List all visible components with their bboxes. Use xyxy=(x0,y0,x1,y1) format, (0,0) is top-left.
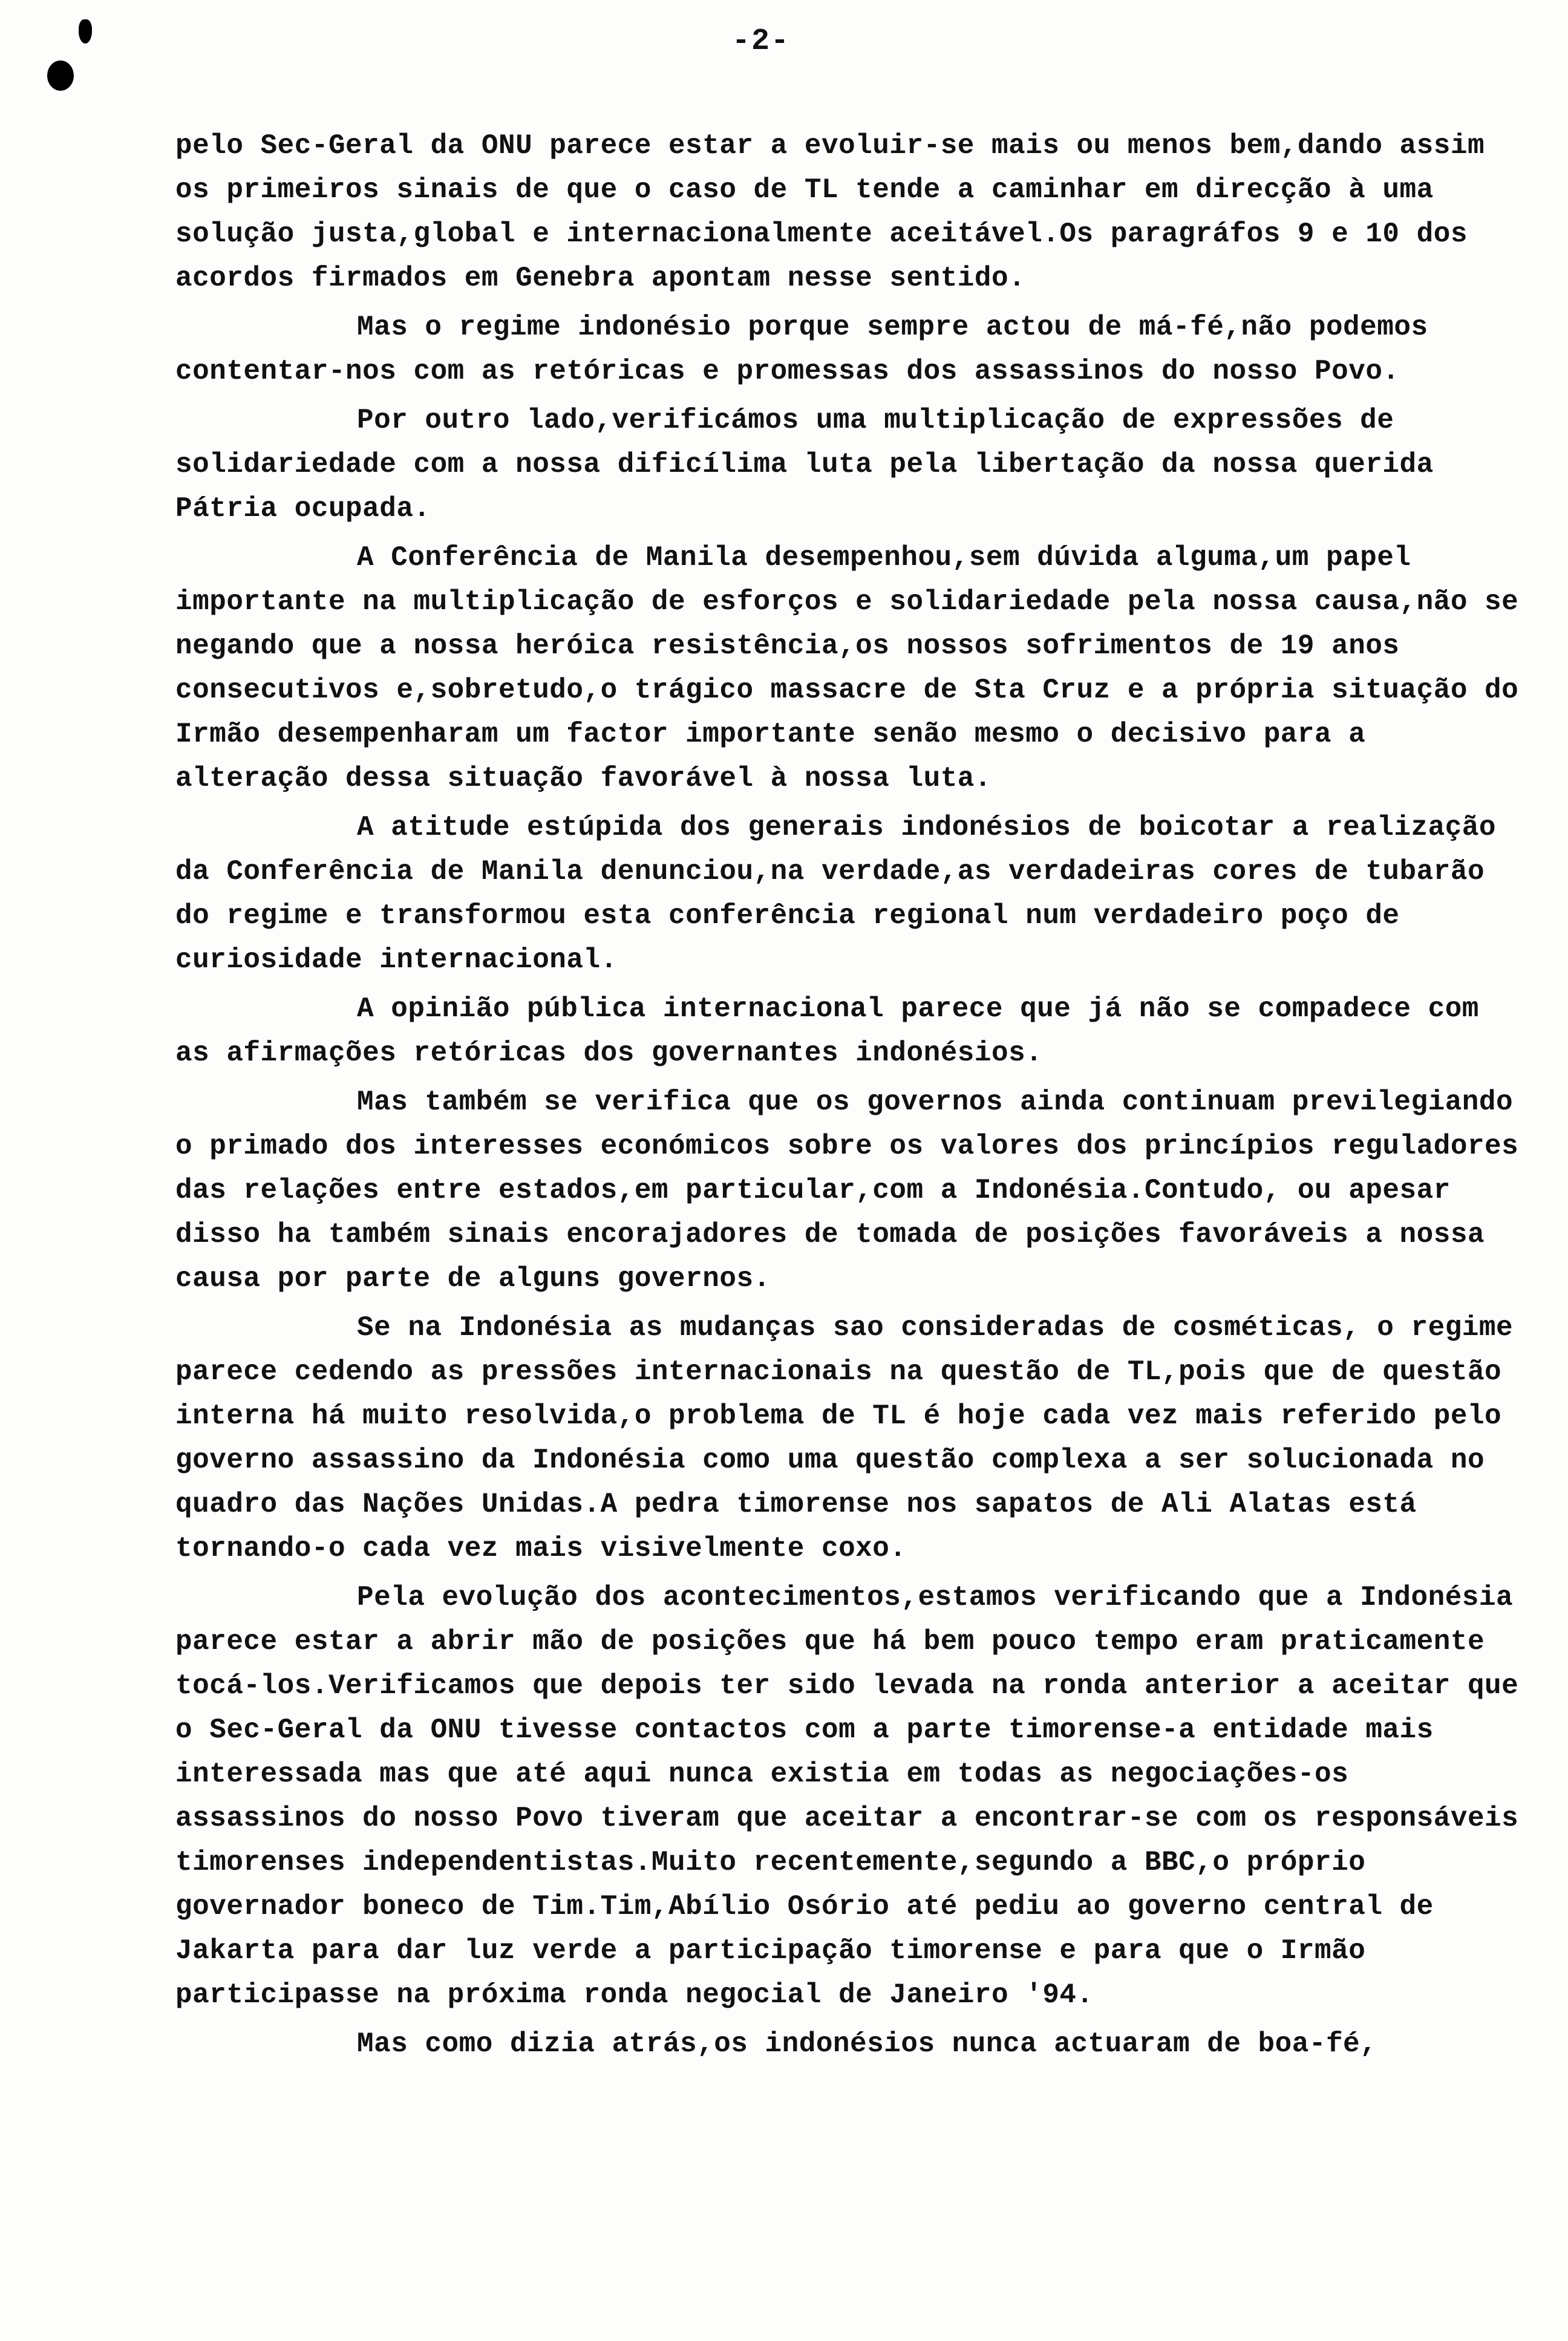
paragraph: Mas o regime indonésio porque sempre actou de má-fé,não podemos contentar-nos com as retóricas e promessas dos assassinos do nosso Povo. xyxy=(175,312,1445,387)
paragraph: Pela evolução dos acontecimentos,estamos verificando que a Indonésia parece estar a abrir mão de posições que há bem pouco tempo eram praticamente tocá-los.Verificamos que depois ter sido levada na ronda anterior a aceitar que o Sec-Geral da ONU tivesse contactos com a parte timorense-a entidade mais interessada mas que até aqui nunca existia em todas as negociações-os assassinos do nosso Povo tiveram que aceitar a encontrar-se com os responsáveis timorenses independentistas.Muito recentemente,segundo a BBC,o próprio governador boneco de Tim.Tim,Abílio Osório até pediu ao governo central de Jakarta para dar luz verde a participação timorense e para que o Irmão participasse na próxima ronda negocial de Janeiro '94. xyxy=(175,1582,1536,2011)
paragraph: pelo Sec-Geral da ONU parece estar a evoluir-se mais ou menos bem,dando assim os primeiros sinais de que o caso de TL tende a caminhar em direcção à uma solução justa,global e internacionalmente aceitável.Os paragráfos 9 e 10 dos acordos firmados em Genebra apontam nesse sentido. xyxy=(175,130,1502,294)
punch-hole-mark xyxy=(79,19,92,44)
document-body xyxy=(175,124,1536,2071)
paragraph: A Conferência de Manila desempenhou,sem dúvida alguma,um papel importante na multiplicação de esforços e solidariedade pela nossa causa,não se negando que a nossa heróica resistência,os nossos sofrimentos de 19 anos consecutivos e,sobretudo,o trágico massacre de Sta Cruz e a própria situação do Irmão desempenharam um factor importante senão mesmo o decisivo para a alteração dessa situação favorável à nossa luta. xyxy=(175,542,1536,794)
punch-hole-mark xyxy=(47,60,74,91)
paragraph: Mas também se verifica que os governos ainda continuam previlegiando o primado dos interesses económicos sobre os valores dos princípios reguladores das relações entre estados,em particular,com a Indonésia.Contudo, ou apesar disso ha também sinais encorajadores de tomada de posições favoráveis a nossa causa por parte de alguns governos. xyxy=(175,1086,1536,1295)
paragraph: A opinião pública internacional parece que já não se compadece com as afirmações retóricas dos governantes indonésios. xyxy=(175,993,1497,1069)
paragraph: Por outro lado,verificámos uma multiplicação de expressões de solidariedade com a nossa dificílima luta pela libertação da nossa querida Pátria ocupada. xyxy=(175,405,1451,524)
page-number: -2- xyxy=(732,24,791,59)
paragraph: A atitude estúpida dos generais indonésios de boicotar a realização da Conferência de Manila denunciou,na verdade,as verdadeiras cores de tubarão do regime e transformou esta conferência regional num verdadeiro poço de curiosidade internacional. xyxy=(175,812,1514,976)
paragraph: Mas como dizia atrás,os indonésios nunca actuaram de boa-fé, xyxy=(357,2028,1377,2060)
paragraph: Se na Indonésia as mudanças sao consideradas de cosméticas, o regime parece cedendo as pressões internacionais na questão de TL,pois que de questão interna há muito resolvida,o problema de TL é hoje cada vez mais referido pelo governo assassino da Indonésia como uma questão complexa a ser solucionada no quadro das Nações Unidas.A pedra timorense nos sapatos de Ali Alatas está tornando-o cada vez mais visivelmente coxo. xyxy=(175,1312,1530,1564)
